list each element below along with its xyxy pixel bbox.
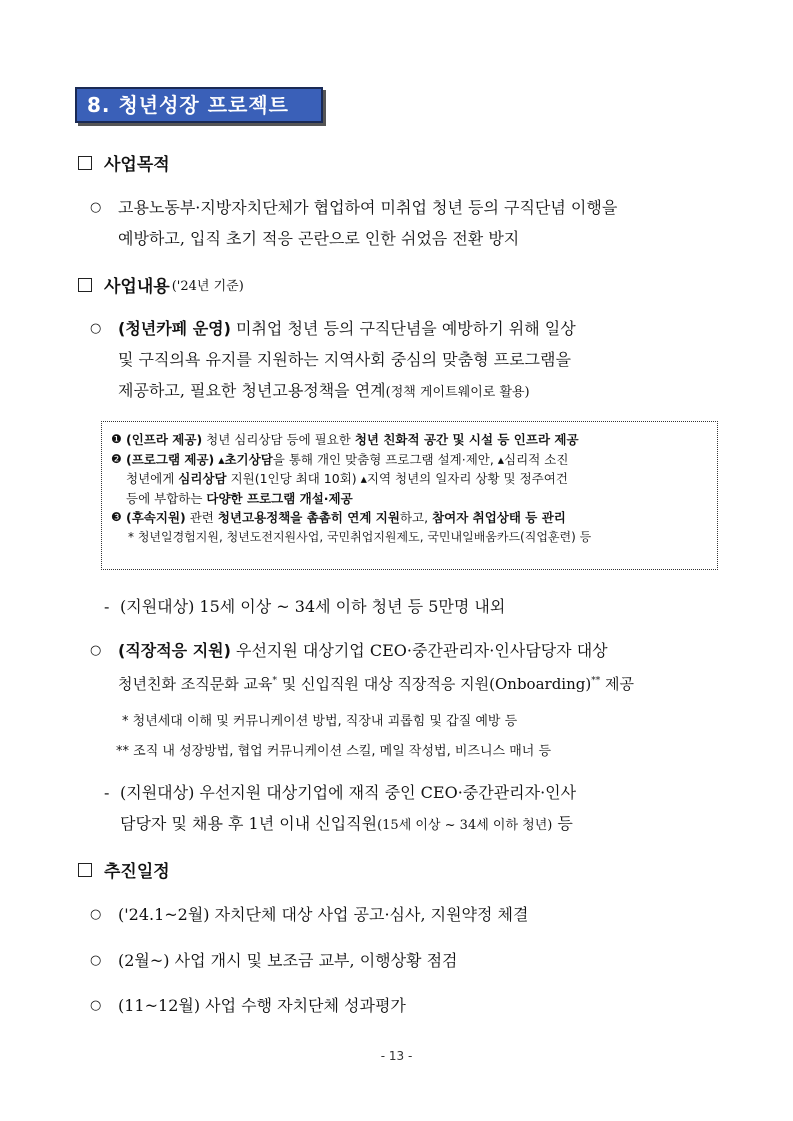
adapt-line-2 [118, 666, 730, 700]
cafe-detail-box [101, 421, 718, 570]
schedule-heading [78, 857, 170, 882]
box-item-2-t3: 청년에게 [126, 471, 179, 486]
adapt-target-line-2 [120, 808, 724, 841]
box-item-2-b2: 심리상담 [178, 471, 227, 486]
number-2-icon: ❷ [111, 451, 122, 466]
checkbox-square-icon [78, 156, 92, 170]
page-number: - 13 - [380, 1049, 413, 1063]
box-item-2-t4: 지원(1인당 최대 10회) ▴지역 청년의 일자리 상황 및 정주여건 [226, 471, 568, 486]
content-heading [78, 272, 244, 297]
cafe-line-3 [118, 375, 730, 408]
cafe-line-3-small: (정책 게이트웨이로 활용) [385, 385, 530, 400]
cafe-label: (청년카페 운영) [118, 319, 231, 338]
cafe-line-3-main: 제공하고, 필요한 청년고용정책을 연계 [118, 381, 386, 400]
box-item-3-t1: 관련 [185, 510, 218, 525]
checkbox-square-icon [78, 278, 92, 292]
schedule-heading-text: 추진일정 [104, 862, 170, 882]
cafe-line-1 [118, 313, 730, 344]
adapt-target [104, 777, 724, 841]
content-heading-sub: ('24년 기준) [171, 279, 244, 294]
box-item-3-b2: 참여자 취업상태 등 관리 [432, 510, 566, 525]
content-heading-text: 사업내용 [104, 277, 170, 297]
purpose-line-1: 고용노동부·지방자치단체가 협업하여 미취업 청년 등의 구직단념 이행을 [118, 198, 618, 217]
adapt-line-1 [118, 635, 730, 666]
schedule-item [90, 945, 730, 976]
adapt-target-line-1: (지원대상) 우선지원 대상기업에 재직 중인 CEO·중간관리자·인사 [120, 783, 577, 802]
circle-bullet-icon: ○ [90, 998, 102, 1013]
box-item-2-b3: 다양한 프로그램 개설·제공 [206, 490, 353, 506]
dash-bullet: - [104, 783, 110, 802]
box-item-2-b1: 초기상담 [224, 451, 273, 467]
box-item-1 [111, 430, 709, 450]
schedule-item-text: ('24.1~2월) 자치단체 대상 사업 공고·심사, 지원약정 체결 [118, 905, 529, 924]
cafe-target [104, 591, 724, 622]
circle-bullet-icon: ○ [90, 321, 102, 336]
schedule-item-text: (11~12월) 사업 수행 자치단체 성과평가 [118, 996, 406, 1015]
number-1-icon: ❶ [111, 432, 122, 446]
footnote-1: * 청년세대 이해 및 커뮤니케이션 방법, 직장내 괴롭힘 및 갑질 예방 등 [122, 714, 518, 729]
schedule-item [90, 899, 730, 930]
box-item-3-b1: 청년고용정책을 촘촘히 연계 지원 [217, 510, 400, 525]
adapt-bullet [90, 635, 730, 700]
box-item-3 [111, 508, 709, 528]
adapt-line-2-a: 청년친화 조직문화 교육 [118, 675, 273, 693]
box-note: * 청년일경험지원, 청년도전지원사업, 국민취업지원제도, 국민내일배움카드(직업훈련) 등 [128, 529, 592, 544]
box-item-1-label: (인프라 제공) [126, 432, 203, 447]
purpose-bullet [90, 192, 730, 254]
circle-bullet-icon: ○ [90, 643, 102, 658]
adapt-sup-2: ** [591, 676, 601, 686]
purpose-heading [78, 150, 170, 175]
box-item-1-bold: 청년 친화적 공간 및 시설 등 인프라 제공 [354, 432, 579, 447]
cafe-bullet [90, 313, 730, 408]
box-item-2 [111, 450, 709, 509]
box-item-2-t1: ▴ [214, 451, 225, 467]
adapt-line-2-c: 제공 [600, 675, 634, 693]
cafe-line-2: 및 구직의욕 유지를 지원하는 지역사회 중심의 맞춤형 프로그램을 [118, 350, 571, 369]
dash-bullet: - [104, 597, 110, 616]
footnote-2: ** 조직 내 성장방법, 협업 커뮤니케이션 스킬, 메일 작성법, 비즈니스 매너 등 [116, 744, 552, 759]
circle-bullet-icon: ○ [90, 953, 102, 968]
circle-bullet-icon: ○ [90, 200, 102, 215]
box-item-2-label: (프로그램 제공) [126, 451, 215, 467]
box-item-3-label: (후속지원) [126, 510, 186, 525]
adapt-line-1-text: 우선지원 대상기업 CEO·중간관리자·인사담당자 대상 [230, 641, 608, 660]
box-item-2-t5: 등에 부합하는 [126, 490, 207, 506]
number-3-icon: ❸ [111, 510, 122, 524]
box-item-2-t2: 을 통해 개인 맞춤형 프로그램 설계·제안, ▴심리적 소진 [272, 451, 569, 467]
adapt-sup-1: * [272, 676, 277, 686]
schedule-item [90, 990, 730, 1021]
adapt-target-line-2-b: 등 [552, 814, 573, 833]
box-item-1-text: 청년 심리상담 등에 필요한 [202, 432, 355, 447]
adapt-target-line-2-a: 담당자 및 채용 후 1년 이내 신입직원 [120, 814, 378, 833]
adapt-label: (직장적응 지원) [118, 641, 231, 660]
section-title: 8. 청년성장 프로젝트 [75, 87, 323, 123]
circle-bullet-icon: ○ [90, 907, 102, 922]
purpose-line-2: 예방하고, 입직 초기 적응 곤란으로 인한 쉬었음 전환 방지 [118, 229, 520, 248]
adapt-target-line-2-small: (15세 이상 ~ 34세 이하 청년) [377, 818, 553, 833]
purpose-heading-text: 사업목적 [104, 155, 170, 175]
box-item-3-t2: 하고, [399, 510, 433, 525]
adapt-line-2-b: 및 신입직원 대상 직장적응 지원(Onboarding) [276, 675, 592, 693]
checkbox-square-icon [78, 863, 92, 877]
cafe-target-text: (지원대상) 15세 이상 ~ 34세 이하 청년 등 5만명 내외 [120, 597, 506, 616]
schedule-item-text: (2월~) 사업 개시 및 보조금 교부, 이행상황 점검 [118, 951, 458, 970]
cafe-line-1-text: 미취업 청년 등의 구직단념을 예방하기 위해 일상 [230, 319, 576, 338]
